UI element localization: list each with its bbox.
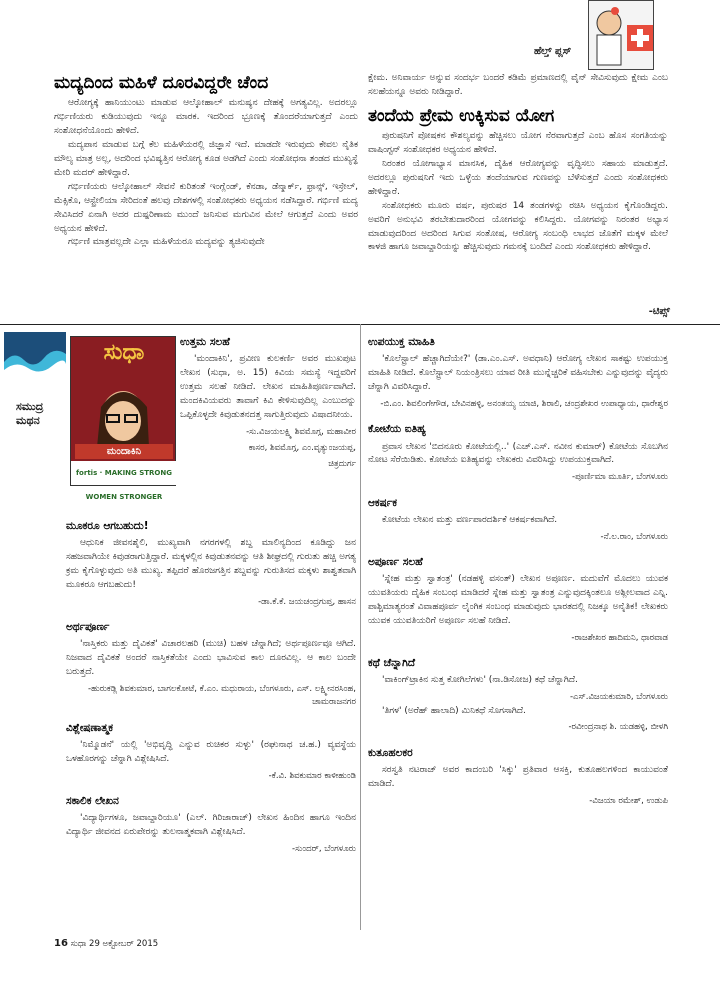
letter-text: 'ವಿದ್ಯಾರ್ಥಿಗಳೂ, ಜವಾಬ್ದಾರಿಯೂ' (ಎಲ್. ಗಿರಿಜಾರಾಜ್) ಲೇಖನ ಹಿಂದಿನ ಹಾಗೂ ಇಂದಿನ ವಿದ್ಯಾರ್ಥಿ ಜೀವನದ ಏರುಪೇರನ್ನು ತುಲನಾತ್ಮಕವಾಗಿ ವಿಶ್ಲೇಷಿಸಿದೆ. xyxy=(66,813,356,838)
cover-sponsor: fortis · MAKING STRONG WOMEN STRONGER xyxy=(71,461,177,485)
article-paragraph: ಗರ್ಭಿಣಿಯರು ಆಲ್ಕೋಹಾಲ್ ಸೇವನೆ ಕುರಿತಂತೆ ಇಂಗ್ಲೆಂಡ್, ಕೆನಡಾ, ಡೆನ್ಮಾರ್ಕ್, ಫ್ರಾನ್ಸ್, ಇಸ್ರೇಲ್, ಮೆಕ್ಸಿಕೊ, ಆಸ್ಟ್ರೇಲಿಯಾ ಸೇರಿದಂತೆ ಹಲವು ದೇಶಗಳಲ್ಲಿ ಸಂಶೋಧಕರು ಅಧ್ಯಯನ ನಡೆಸಿದ್ದಾರೆ. ಗರ್ಭಿಣಿ ಮದ್ಯ ಸೇವಿಸಿದರೆ ಏನಾಗಿ ಅದರ ದುಷ್ಪರಿಣಾಮ ಮುಂದೆ ಜನಿಸುವ ಮಗುವಿನ ಮೇಲೆ ಆಗುತ್ತದೆ ಎಂದು ಅವರ ಅಧ್ಯಯನ ಹೇಳಿದೆ. xyxy=(54,181,358,234)
letter-byline: -ವಿಜಯಾ ರಮೇಶ್, ಉಡುಪಿ xyxy=(589,795,668,806)
letter-heading: ವಿಶ್ಲೇಷಣಾತ್ಮಕ xyxy=(66,721,114,734)
letter-byline: ಕಾಸರ, ಶಿವಮೊಗ್ಗ, ಎಂ.ವೃತ್ಯುಂಜಯಪ್ಪ, xyxy=(248,443,356,454)
letter-heading: ಆಕರ್ಷಕ xyxy=(368,496,397,509)
article-paragraph: ಪುರುಷನಿಗೆ ಪೋಷಕನ ಕೌಶಲ್ಯವನ್ನು ಹೆಚ್ಚಿಸಲು ಯೋಗ ನೆರವಾಗುತ್ತದೆ ಎಂಬ ಹೊಸ ಸಂಗತಿಯನ್ನು ವಾಷಿಂಗ್ಟನ್ ಸಂಶೋಧಕರ ಅಧ್ಯಯನ ಹೇಳಿದೆ. xyxy=(368,130,668,155)
letter-byline: -ಎಸ್.ವಿಜಯಕುಮಾರಿ, ಬೆಂಗಳೂರು xyxy=(569,692,668,703)
letter-block xyxy=(66,619,356,709)
article-paragraph: ನಿರಂತರ ಯೋಗಾಭ್ಯಾಸ ಮಾನಸಿಕ, ದೈಹಿಕ ಆರೋಗ್ಯವನ್ನು ವೃದ್ಧಿಸಲು ಸಹಾಯ ಮಾಡುತ್ತದೆ. ಅದರಲ್ಲೂ ಪುರುಷನಿಗೆ ಇದು ಒಳ್ಳೆಯ ತಂದೆಯಾಗುವ ಗುಣವನ್ನು ಬೆಳೆಸುತ್ತದೆ ಎಂದು ಸಂಶೋಧಕರು ಹೇಳಿದ್ದಾರೆ. xyxy=(368,158,668,197)
letter-heading: ಕುತೂಹಲಕರ xyxy=(368,746,413,759)
letters-column-right xyxy=(368,334,668,818)
letter-heading: ಉತ್ತಮ ಸಲಹೆ xyxy=(180,336,230,348)
article-alcohol-women xyxy=(54,72,358,250)
doctor-first-aid-icon xyxy=(588,0,654,70)
letter-heading: ಅರ್ಥಪೂರ್ಣ xyxy=(66,621,110,634)
article-title: ಮದ್ಯದಿಂದ ಮಹಿಳೆ ದೂರವಿದ್ದರೇ ಚೆಂದ xyxy=(54,73,269,93)
letter-byline: -ಸುಂದರ್, ಬೆಂಗಳೂರು xyxy=(292,844,356,855)
footer-text: ಸುಧಾ 29 ಅಕ್ಟೋಬರ್ 2015 xyxy=(70,939,159,949)
letter-block xyxy=(368,554,668,645)
letter-heading: ಕಥೆ ಚೆನ್ನಾಗಿದೆ xyxy=(368,657,416,670)
letter-block xyxy=(66,793,356,856)
letter-byline: ಚಿತ್ರದುರ್ಗ xyxy=(328,459,356,470)
letter-byline: -ನೆ.ಲ.ರಾಂ, ಬೆಂಗಳೂರು xyxy=(600,531,668,542)
letter-text: ಕೋಟೆಯ ಲೇಖನ ಮತ್ತು ವರ್ಣಪಾರದರ್ಶಿಕೆ ಆಕರ್ಷಕವಾಗಿದೆ. xyxy=(382,514,558,525)
letter-block xyxy=(368,745,668,808)
article-title: ತಂದೆಯ ಪ್ರೇಮ ಉಕ್ಕಿಸುವ ಯೋಗ xyxy=(368,105,555,126)
health-plus-label: ಹೆಲ್ತ್ ಪ್ಲಸ್ xyxy=(534,46,572,57)
letter-heading: ಕೋಟೆಯ ಐತಿಹ್ಯ xyxy=(368,423,426,436)
page-footer xyxy=(54,936,158,952)
cover-label: ಮಂದಾಕಿನಿ xyxy=(75,444,173,460)
letter-block xyxy=(368,421,668,484)
letter-byline: -ರಾಜಶೇಖರ ಹಾದಿಮನಿ, ಧಾರವಾಡ xyxy=(571,632,668,643)
letter-text: 'ಕೊಲೆಸ್ಟ್ರಾಲ್ ಹೆಚ್ಚಾಗಿದೆಯೇ?' (ಡಾ.ಎಂ.ಎಸ್. ಅವಧಾನಿ) ಆರೋಗ್ಯ ಲೇಖನ ಸಾಕಷ್ಟು ಉಪಯುಕ್ತ ಮಾಹಿತಿ ನೀಡಿದೆ. ಕೊಲೆಸ್ಟ್ರಾಲ್ ನಿಯಂತ್ರಿಸಲು ಯಾವ ರೀತಿ ಮುನ್ನೆಚ್ಚರಿಕೆ ವಹಿಸಬೇಕು ಎನ್ನುವುದನ್ನು ವೈದ್ಯರು ಚೆನ್ನಾಗಿ ವಿವರಿಸಿದ್ದಾರೆ. xyxy=(368,354,668,393)
letter-byline: -ಸು.ವಿಜಯಲಕ್ಷ್ಮಿ ಶಿವಮೊಗ್ಗ, ಮಹಾವೀರ xyxy=(246,426,356,437)
cover-title: ಸುಧಾ xyxy=(103,340,145,365)
letter-byline: -ಹುರುಕಡ್ಲಿ ಶಿವಕುಮಾರ, ಬಾಗಲಕೋಟೆ, ಕೆ.ಎಂ. ಮಧುರಾಯ, ಬೆಂಗಳೂರು, ಎಸ್. ಲಕ್ಷ್ಮೀನರಸಿಂಹ, ಚಾಮರಾಜನಗರ xyxy=(88,684,356,708)
article-yoga-fatherhood xyxy=(368,72,668,255)
letter-text: 'ಸ್ನೇಹ ಮತ್ತು ಸ್ವಾತಂತ್ರ' (ನಡಹಳ್ಳಿ ವಸಂತ್) ಲೇಖನ ಅಪೂರ್ಣ. ಮದುವೆಗೆ ಮೊದಲು ಯುವಕ ಯುವತಿಯರು ದೈಹಿಕ ಸಂಬಂಧ ಮಾಡಿದರೆ ಸ್ನೇಹ ಮತ್ತು ಸ್ವಾತಂತ್ರ ಎನ್ನುವುದಕ್ಕಿಂತಲೂ ಅಶ್ಲೀಲವಾದ ಎನ್ನಿ. ಪಾಶ್ಚಿಮಾತ್ಯರಂತೆ ವಿವಾಹಪೂರ್ವ ಲೈಂಗಿಕ ಸಂಬಂಧ ಮಾಡುವುದು ಭಾರತದಲ್ಲಿ ನಿಜಕ್ಕೂ ಅನೈತಿಕ! ಲೇಖಕರು ಯುವಕ ಯುವತಿಯರಿಗೆ ಅಪೂರ್ಣ ಸಲಹೆ ನೀಡಿದೆ. xyxy=(368,574,668,627)
letter-heading: ಅಪೂರ್ಣ ಸಲಹೆ xyxy=(368,555,423,568)
wave-section-icon xyxy=(4,332,66,384)
letter-block xyxy=(368,655,668,734)
letter-text: 'ವಾಕಿಂಗ್‌ಟ್ರಾಕಿನ ಸುತ್ತ ಕೋಗಿಲೆಗಳು' (ನಾ.ಡಿಸೋಜ) ಕಥೆ ಚೆನ್ನಾಗಿದೆ. xyxy=(382,675,578,686)
letter-byline: -ಕೆ.ವಿ. ಶಿವಕುಮಾರ ಕಾಳೀಹುಂಡಿ xyxy=(268,770,356,781)
letter-block xyxy=(368,334,668,411)
article-continuation: ಕ್ಷೇಮ. ಅನಿವಾರ್ಯ ಅನ್ನುವ ಸಂದರ್ಭ ಬಂದರೆ ಕಡಿಮೆ ಪ್ರಮಾಣದಲ್ಲಿ ವೈನ್ ಸೇವಿಸುವುದು ಕ್ಷೇಮ ಎಂಬ ಸಲಹೆಯನ್ನೂ ಅವರು ನೀಡಿದ್ದಾರೆ. xyxy=(368,73,668,97)
letter-text: 'ತಿಗಳ' (ಅರೆಹ್ ಹಾಲಾದಿ) ಮಿನಿಕಥೆ ಸೊಗಸಾಗಿದೆ. xyxy=(382,705,526,716)
letter-text: ಪ್ರವಾಸ ಲೇಖನ 'ಬಿದನೂರು ಕೋಟೆಯಲ್ಲಿ..' (ಎಚ್.ಎಸ್. ನವೀನ ಕುಮಾರ್) ಕೋಟೆಯ ಸೊಬಗಿನ ನೋಟ ಸೆರೆಯಿಡಿತು. ಕೋಟೆಯ ಐತಿಹ್ಯವನ್ನು ಲೇಖಕರು ವಿವರಿಸಿದ್ದು ಉಪಯುಕ್ತವಾಗಿದೆ. xyxy=(368,441,668,466)
section-title-line: ಮಥನ xyxy=(16,414,40,428)
article-paragraph: ಗರ್ಭಿಣಿ ಮಾತ್ರವಲ್ಲದೇ ಎಲ್ಲಾ ಮಹಿಳೆಯರೂ ಮದ್ಯವನ್ನು ತ್ಯಜಿಸುವುದೇ xyxy=(68,237,265,248)
article-signature: -ಟಿಪ್ಸ್ xyxy=(648,306,670,317)
article-paragraph: ಆರೋಗ್ಯಕ್ಕೆ ಹಾನಿಯುಂಟು ಮಾಡುವ ಆಲ್ಕೋಹಾಲ್ ಮನುಷ್ಯನ ದೇಹಕ್ಕೆ ಅಗತ್ಯವಿಲ್ಲ. ಅದರಲ್ಲೂ ಗರ್ಭಿಣಿಯರು ಕುಡಿಯುವುದು ಇನ್ನೂ ಮಾರಕ. ಇದರಿಂದ ಭ್ರೂಣಕ್ಕೆ ತೊಂದರೆಯಾಗುತ್ತದೆ ಎಂದು ಸಂಶೋಧನೆಯೊಂದು ಹೇಳಿದೆ. xyxy=(54,98,358,136)
page-number: 16 xyxy=(54,938,68,949)
section-title-line: ಸಮುದ್ರ xyxy=(16,400,44,413)
letter-text: 'ನಿಮ್ಮೊಡನೆ' ಯಲ್ಲಿ 'ಅಭಿವೃದ್ಧಿ ಎನ್ನುವ ರುಚಿಕರ ಸುಳ್ಳು' (ರಘುನಾಥ ಚ.ಹ.) ವ್ಯವಸ್ಥೆಯ ಒಳಹೊರಗನ್ನು ಚೆನ್ನಾಗಿ ವಿಶ್ಲೇಷಿಸಿದೆ. xyxy=(66,739,356,764)
letter-block xyxy=(180,334,356,471)
magazine-cover-image xyxy=(70,336,176,501)
article-paragraph: ಸಂಶೋಧಕರು ಮೂರು ವರ್ಷ, ಪುರುಷರ 14 ತಂಡಗಳನ್ನು ರಚಿಸಿ ಅಧ್ಯಯನ ಕೈಗೊಂಡಿದ್ದರು. ಅವರಿಗೆ ಅನುಭವಿ ತರಬೇತುದಾರರಿಂದ ಯೋಗವನ್ನು ಕಲಿಸಿದ್ದರು. ಯೋಗವನ್ನು ನಿರಂತರ ಅಭ್ಯಾಸ ಮಾಡುವುದರಿಂದ ಅದರಿಂದ ಸಿಗುವ ಸಂತೋಷ, ಆರೋಗ್ಯ ಸಂಬಂಧಿ ಲಾಭದ ಜೊತೆಗೆ ಮಕ್ಕಳ ಮೇಲೆ ಕಾಳಜಿ ಹಾಗೂ ಜವಾಬ್ದಾರಿಯನ್ನು ಹೆಚ್ಚಿಸುವುದು ಗಮನಕ್ಕೆ ಬಂದಿದೆ ಎಂದು ಸಂಶೋಧಕರು ಹೇಳಿದ್ದಾರೆ. xyxy=(368,200,668,253)
letter-text: 'ಮಂದಾಕಿನಿ', ಪ್ರವೀಣ ಕುಲಕರ್ಣಿ ಅವರ ಮುಖಪುಟ ಲೇಖನ (ಸುಧಾ, ಅ. 15) ಕಿವಿಯ ಸಮಸ್ಯೆ ಇದ್ದವರಿಗೆ ಉತ್ತಮ ಸಲಹೆ ನೀಡಿದೆ. ಲೇಖನ ಮಾಹಿತಿಪೂರ್ಣವಾಗಿದೆ. ಮಂದಕಿವಿಯವರು ತಾವಾಗೆ ಕಿವಿ ಕೇಳಿಸುವುದಿಲ್ಲ ಎಂಬುದನ್ನು ಒಪ್ಪಿಕೊಳ್ಳದೇ ಕಿವುಡುತನದತ್ತ ಸಾಗುತ್ತಿರುವುದು ವಿಷಾದನೀಯ. xyxy=(180,354,356,421)
letter-byline: -ಬಿ.ಎಂ. ಶಿವಲಿಂಗೇಗೌಡ, ಬೇವಿನಹಳ್ಳಿ, ಅನಂತಯ್ಯ ಯಾಜಿ, ಶಿರಾಲಿ, ಚಂದ್ರಶೇಖರ ಉಪಾಧ್ಯಾಯ, ಧಾರೇಶ್ವರ xyxy=(380,399,668,410)
letter-block xyxy=(368,495,668,544)
section-title xyxy=(16,400,62,429)
letter-text: 'ನಾಸ್ತಿಕರು ಮತ್ತು ದೈವಿಕತೆ' ವಿಚಾರಲಹರಿ (ಮುಚಿ) ಬಹಳ ಚೆನ್ನಾಗಿದೆ; ಅರ್ಥಪೂರ್ಣವೂ ಆಗಿದೆ. ನಿಜವಾದ ದೈವಿಕತೆ ಅಂದರೆ ನಾಸ್ತಿಕತೆಯೇ ಎಂದು ಭಾವಿಸುವ ಕಾಲ ದೂರವಿಲ್ಲ. ಆ ಕಾಲ ಬಂದೇ ಬರುತ್ತದೆ. xyxy=(66,639,356,678)
letter-byline: -ಪೂರ್ಣಿಮಾ ಮೂರ್ತಿ, ಬೆಂಗಳೂರು xyxy=(572,472,668,483)
column-divider xyxy=(360,324,361,930)
letter-byline: -ರವೀಂದ್ರನಾಥ ಶಿ. ಯಡಹಳ್ಳಿ, ಬೀಳಗಿ xyxy=(568,722,668,733)
letter-heading: ಉಪಯುಕ್ತ ಮಾಹಿತಿ xyxy=(368,336,435,348)
letter-block xyxy=(66,518,356,609)
letter-block xyxy=(66,720,356,783)
article-paragraph: ಮದ್ಯಪಾನ ಮಾಡುವ ಬಗ್ಗೆ ಕೆಲ ಮಹಿಳೆಯರಲ್ಲಿ ಜಿಜ್ಞಾಸೆ ಇದೆ. ಮಾಡದೇ ಇರುವುದು ಕೇವಲ ನೈತಿಕ ಮೌಲ್ಯ ಮಾತ್ರ ಅಲ್ಲ, ಅದರಿಂದ ಭವಿಷ್ಯತ್ತಿನ ಆರೋಗ್ಯ ಕೂಡ ಅಡಗಿದೆ ಎಂದು ಸಂಶೋಧನಾ ತಂಡದ ಮುಖ್ಯಸ್ಥೆ ಮೇರಿ ಮದರ್ ಹೇಳಿದ್ದಾರೆ. xyxy=(54,139,358,178)
letter-heading: ಸಕಾಲಿಕ ಲೇಖನ xyxy=(66,794,119,807)
letter-text: ಸರಸ್ವತಿ ನಟರಾಜ್ ಅವರ ಕಾದಂಬರಿ 'ಸಿಕ್ಕು' ಪ್ರತಿವಾರ ಆಸಕ್ತಿ, ಕುತೂಹಲಗಳಿಂದ ಕಾಯುವಂತೆ ಮಾಡಿದೆ. xyxy=(368,764,668,789)
letters-column-left xyxy=(66,518,356,866)
letter-byline: -ಡಾ.ಕೆ.ಕೆ. ಜಯಚಂದ್ರಗುಪ್ತ, ಹಾಸನ xyxy=(258,597,356,608)
letter-heading: ಮೂಕರೂ ಆಗಬಹುದು! xyxy=(66,520,149,532)
letter-text: ಆಧುನಿಕ ಜೀವನಶೈಲಿ, ಮುಖ್ಯವಾಗಿ ನಗರಗಳಲ್ಲಿ ಶಬ್ದ ಮಾಲಿನ್ಯದಿಂದ ಕೂಡಿದ್ದು ಜನ ಸಹಜವಾಗಿಯೇ ಕಿವುಡರಾಗುತ್ತಿದ್ದಾರೆ. ಮಕ್ಕಳಲ್ಲಿನ ಕಿವುಡುತನವನ್ನು ಆತಿ ಶೀಘ್ರದಲ್ಲಿ ಗುರುತು ಹಚ್ಚಿ ಅಗತ್ಯ ಕ್ರಮ ಕೈಗೊಳ್ಳುವುದು ಅತಿ ಮುಖ್ಯ. ತಪ್ಪಿದರೆ ಹೊರಜಗತ್ತಿನ ಶಬ್ದವನ್ನು ಗುರುತಿಸದ ಮಕ್ಕಳು ಶಾಶ್ವತವಾಗಿ ಮೂಕರೂ ಆಗಬಹುದು! xyxy=(66,538,356,591)
